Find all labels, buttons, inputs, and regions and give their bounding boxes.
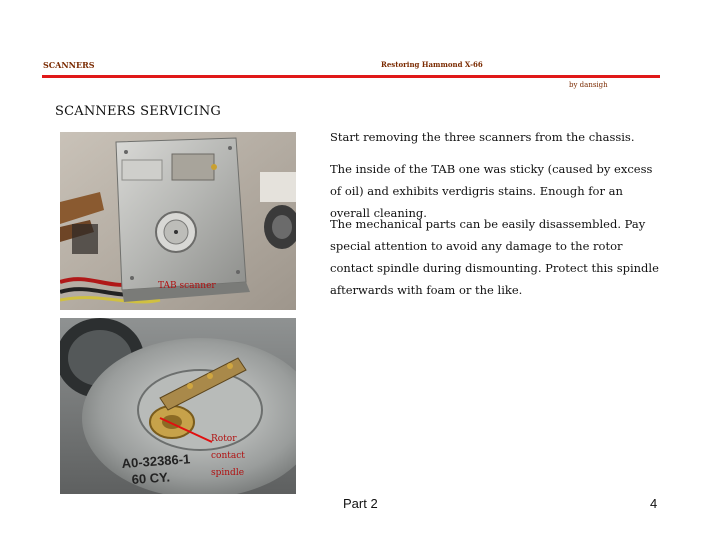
header-title: Restoring Hammond X-66 <box>381 60 483 69</box>
page-number: 4 <box>650 496 658 511</box>
header-rule <box>42 75 660 78</box>
stamp-line-1: A0-32386-1 <box>121 451 191 471</box>
footer-part-label: Part 2 <box>343 496 378 511</box>
rotor-spindle-caption: Rotor contact spindle <box>211 434 245 478</box>
header-byline: by dansigh <box>569 81 608 89</box>
rotor-spindle-photo <box>60 318 296 494</box>
header-left: SCANNERS <box>43 60 95 70</box>
rotor-spindle-illustration <box>60 318 296 494</box>
section-title: SCANNERS SERVICING <box>55 104 221 119</box>
stamp-line-2: 60 CY. <box>131 469 171 487</box>
paragraph-remove-scanners: Start removing the three scanners from the chassis. <box>330 130 635 144</box>
tab-scanner-caption: TAB scanner <box>158 281 216 291</box>
paragraph-disassembly: The mechanical parts can be easily disassembled. Pay special attention to avoid any damage to the rotor contact spindle during dismounting. Protect this spindle afterwards with foam or the like. <box>330 217 659 297</box>
paragraph-tab-sticky: The inside of the TAB one was sticky (caused by excess of oil) and exhibits verdigris stains. Enough for an overall cleaning. <box>330 162 653 220</box>
